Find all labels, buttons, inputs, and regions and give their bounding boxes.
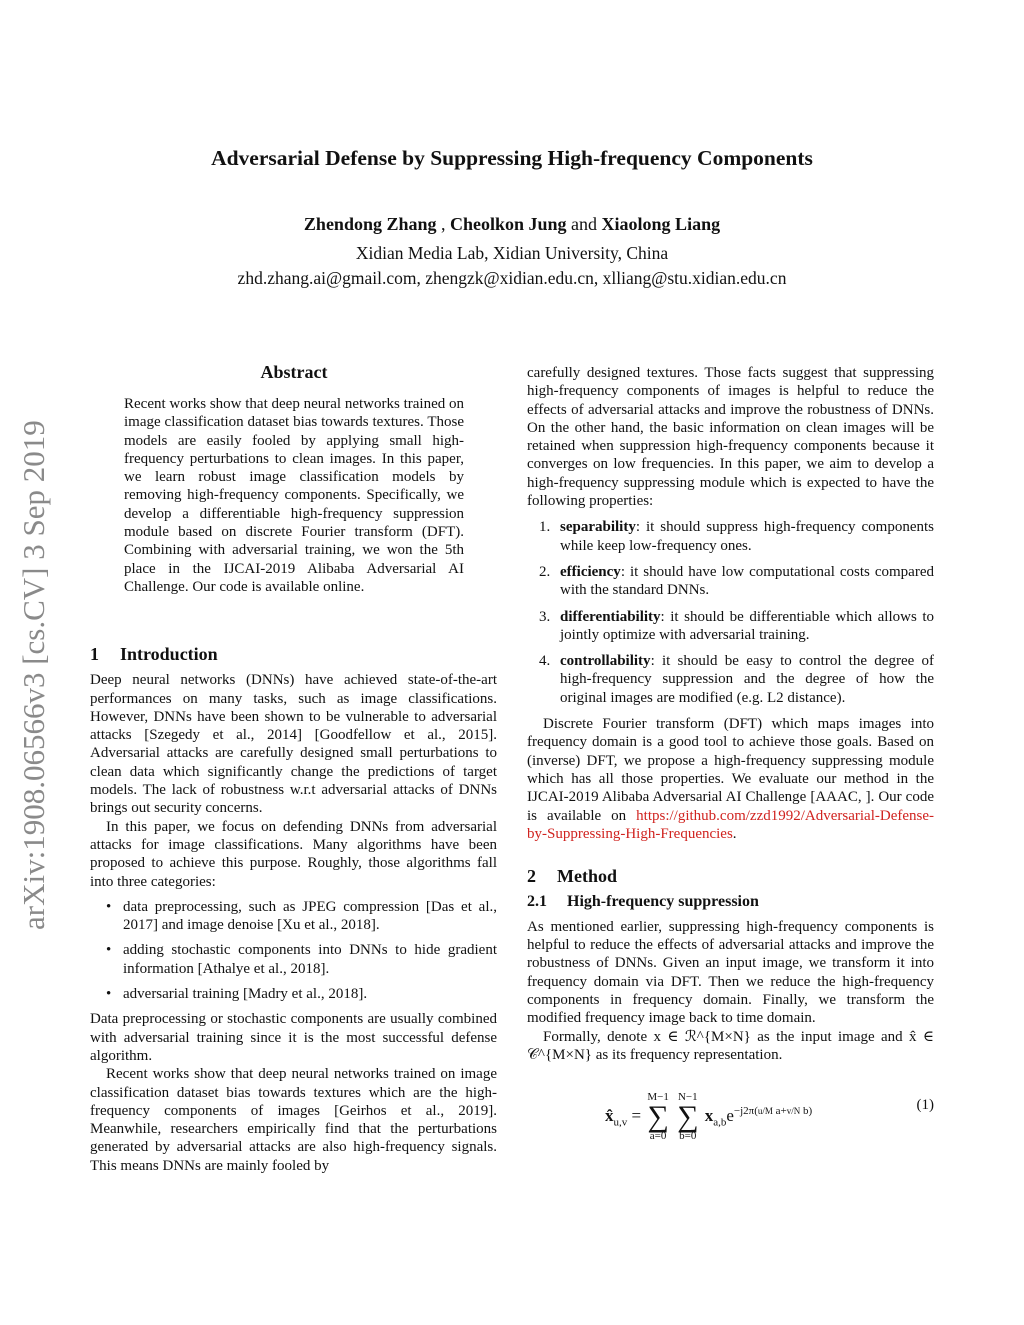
list-item xyxy=(527,608,934,645)
paper-title: Adversarial Defense by Suppressing High-frequency Components xyxy=(211,146,813,170)
abstract-heading: Abstract xyxy=(260,362,328,382)
property-text: : it should have low computational costs compared with the standard DNNs. xyxy=(560,563,934,599)
right-paragraph-1: carefully designed textures. Those facts suggest that suppressing high-frequency components of images is helpful to reduce the effects of adversarial attacks and improve the robustness of DNNs. On the other hand, the basic information on clean images will be retained when suppression high-frequency components because it converges on low frequencies. In this paper, we aim to develop a high-frequency suppressing module which is expected to have the following properties: xyxy=(527,365,934,510)
paragraph-end: . xyxy=(732,825,737,842)
property-text: : it should suppress high-frequency components while keep low-frequency ones. xyxy=(560,519,934,554)
author-emails: zhd.zhang.ai@gmail.com, zhengzk@xidian.edu.cn, xlliang@stu.xidian.edu.cn xyxy=(237,268,787,288)
section-heading-introduction xyxy=(90,645,497,663)
paragraph-text: Discrete Fourier transform (DFT) which maps images into frequency domain is a good tool to achieve those goals. Based on (inverse) DFT, we propose a high-frequency suppressing module which has all those properties. We evaluate our method in the IJCAI-2019 Alibaba Adversarial AI Challenge [AAAC, ]. Our code is available on xyxy=(527,716,934,824)
properties-list xyxy=(527,518,934,707)
sum-symbol-b: N−1 ∑ b=0 xyxy=(677,1091,699,1143)
list-number: 3. xyxy=(539,608,551,625)
affiliation: Xidian Media Lab, Xidian University, China xyxy=(355,243,669,263)
equation-1 xyxy=(527,1078,934,1143)
sum-symbol-a: M−1 ∑ a=0 xyxy=(647,1091,669,1143)
abstract-text: Recent works show that deep neural networks trained on image classification dataset bias towards textures. Those models are easily fooled by applying small high-frequency perturbations to clean images. In this paper, we learn robust image classification models by removing high-frequency components. Specifically, we develop a differentiable high-frequency suppression module based on discrete Fourier transform (DFT). Combining with adversarial training, we won the 5th place in the IJCAI-2019 Alibaba Adversarial AI Challenge. Our code is available online. xyxy=(124,396,464,595)
intro-paragraph-2: In this paper, we focus on defending DNNs from adversarial attacks for image classifications. Many algorithms have been proposed to achieve this purpose. Roughly, those algorithms fall into three categories: xyxy=(90,818,497,890)
subsection-number: 2.1 xyxy=(527,893,547,911)
list-item xyxy=(90,898,497,935)
bullet-icon: • xyxy=(106,986,112,1003)
left-column xyxy=(90,645,497,1175)
list-number: 4. xyxy=(539,653,551,670)
property-text: : it should be differentiable which allows to jointly optimize with adversarial training. xyxy=(560,608,934,643)
list-item-text: adding stochastic components into DNNs to hide gradient information [Athalye et al., 2018]. xyxy=(123,942,497,977)
method-paragraph-1: As mentioned earlier, suppressing high-frequency components is helpful to reduce the effects of adversarial attacks and improve the robustness of DNNs. Given an input image, we transform it into frequency domain via DFT. Then we reduce the high-frequency components in frequency domain. Finally, we transform the modified frequency image back to time domain. xyxy=(527,918,934,1027)
dft-formula: $x̂_{u,v}$ = M−1 ∑ a=0 N−1 ∑ b=0 $x_{a,b}e^{-j2\pi(u/M a+v/N b)}$ xyxy=(605,1091,813,1143)
arxiv-stamp: arXiv:1908.06566v3 [cs.CV] 3 Sep 2019 xyxy=(16,420,51,930)
list-item-text: data preprocessing, such as JPEG compression [Das et al., 2017] and image denoise [Xu et al., 2018]. xyxy=(123,898,497,934)
author-3: Xiaolong Liang xyxy=(601,214,721,234)
defense-categories-list xyxy=(90,898,497,1003)
list-item xyxy=(90,985,497,1003)
method-paragraph-2: Formally, denote x ∈ ℛ^{M×N} as the input image and x̂ ∈ 𝒞^{M×N} as its frequency representation. xyxy=(527,1028,934,1063)
bullet-icon: • xyxy=(106,942,112,959)
author-line xyxy=(0,214,1024,235)
bullet-icon: • xyxy=(106,898,112,915)
author-sep-1: , xyxy=(436,214,450,234)
property-term: controllability xyxy=(560,653,651,670)
list-item xyxy=(527,652,934,707)
author-1: Zhendong Zhang xyxy=(303,214,437,234)
section-title: Introduction xyxy=(120,644,218,664)
section-number: 2 xyxy=(527,866,536,887)
section-number: 1 xyxy=(90,644,99,664)
intro-paragraph-3: Data preprocessing or stochastic components are usually combined with adversarial training since it is the most successful defense algorithm. xyxy=(90,1011,497,1064)
section-title: Method xyxy=(557,866,617,887)
list-item xyxy=(527,518,934,555)
property-term: efficiency xyxy=(560,563,621,580)
subsection-title: High-frequency suppression xyxy=(567,893,759,911)
right-column xyxy=(527,364,934,1143)
right-paragraph-2 xyxy=(527,715,934,843)
property-text: : it should be easy to control the degree of high-frequency suppression and the degree of how the original images are modified (e.g. L2 distance). xyxy=(560,653,934,706)
section-heading-method xyxy=(527,867,934,885)
intro-paragraph-4: Recent works show that deep neural networks trained on image classification dataset bias towards textures which are the high-frequency components of images [Geirhos et al., 2019]. Meanwhile, researchers empirically find that the perturbations generated by adversarial attacks are also high-frequency signals. This means DNNs are mainly fooled by xyxy=(90,1066,497,1174)
subsection-heading xyxy=(527,893,934,911)
list-number: 1. xyxy=(539,519,551,536)
list-item xyxy=(527,563,934,600)
equation-number: (1) xyxy=(916,1097,934,1114)
property-term: differentiability xyxy=(560,608,661,625)
code-link[interactable]: https://github.com/zzd1992/Adversarial-Defense-by-Suppressing-High-Frequencies xyxy=(527,807,934,842)
author-sep-2: and xyxy=(566,214,602,234)
list-item xyxy=(90,941,497,978)
intro-paragraph-1: Deep neural networks (DNNs) have achieved state-of-the-art performances on many tasks, such as image classifications. However, DNNs have been shown to be vulnerable to adversarial attacks [Szegedy et al., 2014] [Goodfellow et al., 2015]. Adversarial attacks are carefully designed small perturbations to clean data which significantly change the predictions of target models. The lack of robustness w.r.t adversarial attacks of DNNs brings out security concerns. xyxy=(90,672,497,817)
list-item-text: adversarial training [Madry et al., 2018]. xyxy=(123,986,368,1003)
list-number: 2. xyxy=(539,563,551,580)
author-2: Cheolkon Jung xyxy=(450,214,567,234)
property-term: separability xyxy=(560,519,636,536)
